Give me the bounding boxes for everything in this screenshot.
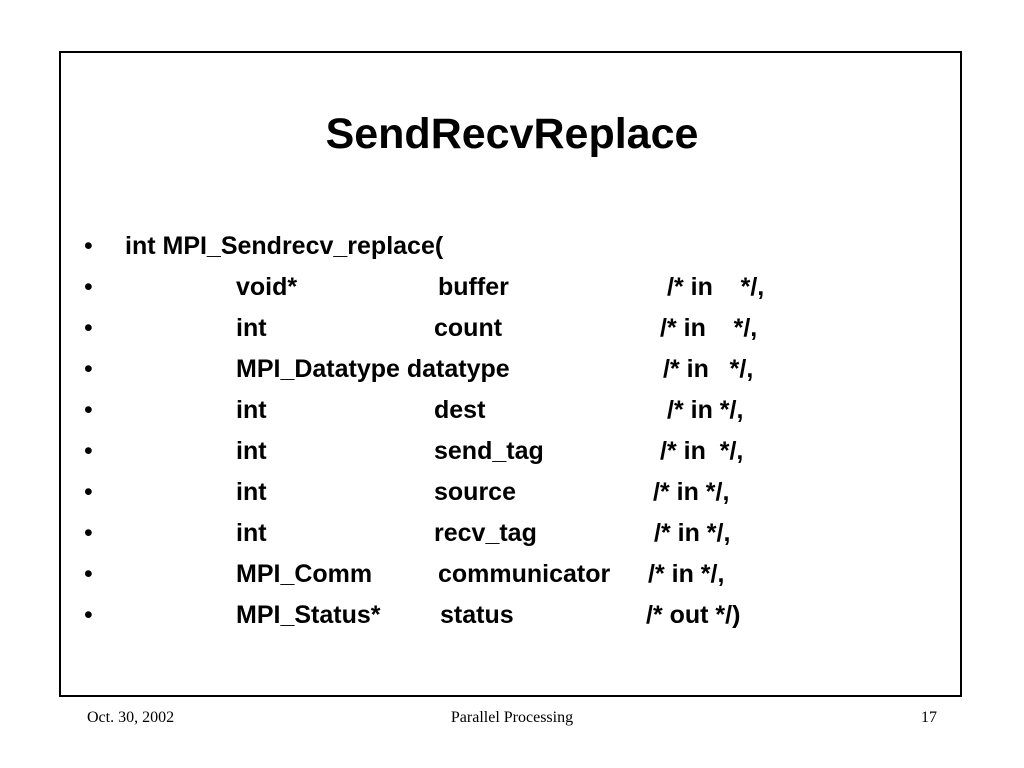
list-item <box>0 513 1024 554</box>
page-number: 17 <box>921 709 937 726</box>
param-comment: /* in */, <box>660 314 758 342</box>
param-comment: /* in */, <box>667 273 765 301</box>
bullet-list <box>0 226 1024 636</box>
bullet-icon: • <box>84 437 93 465</box>
param-type: int <box>236 314 267 342</box>
bullet-icon: • <box>84 478 93 506</box>
param-type: MPI_Datatype datatype <box>236 355 510 383</box>
footer-course: Parallel Processing <box>450 709 574 726</box>
param-name: source <box>434 478 516 506</box>
param-type: int <box>236 437 267 465</box>
param-name: status <box>440 601 514 629</box>
param-comment: /* in */, <box>660 437 744 465</box>
param-name: recv_tag <box>434 519 537 547</box>
bullet-icon: • <box>84 273 93 301</box>
param-comment: /* in */, <box>653 478 730 506</box>
code-text: int MPI_Sendrecv_replace( <box>125 232 444 260</box>
param-comment: /* in */, <box>667 396 744 424</box>
bullet-icon: • <box>84 355 93 383</box>
list-item <box>0 267 1024 308</box>
param-type: MPI_Comm <box>236 560 373 588</box>
list-item <box>0 431 1024 472</box>
bullet-icon: • <box>84 601 93 629</box>
param-comment: /* in */, <box>663 355 754 383</box>
bullet-icon: • <box>84 560 93 588</box>
param-name: count <box>434 314 503 342</box>
param-name: communicator <box>438 560 611 588</box>
param-name: buffer <box>438 273 509 301</box>
param-type: int <box>236 519 267 547</box>
bullet-icon: • <box>84 396 93 424</box>
list-item <box>0 349 1024 390</box>
list-item <box>0 226 1024 267</box>
bullet-icon: • <box>84 314 93 342</box>
param-name: dest <box>434 396 486 424</box>
slide-title: SendRecvReplace <box>325 110 699 158</box>
param-comment: /* in */, <box>648 560 725 588</box>
list-item <box>0 472 1024 513</box>
list-item <box>0 595 1024 636</box>
bullet-icon: • <box>84 232 93 260</box>
param-type: int <box>236 478 267 506</box>
param-type: void* <box>236 273 298 301</box>
param-type: int <box>236 396 267 424</box>
param-comment: /* in */, <box>654 519 731 547</box>
list-item <box>0 554 1024 595</box>
param-name: send_tag <box>434 437 544 465</box>
bullet-icon: • <box>84 519 93 547</box>
list-item <box>0 308 1024 349</box>
footer-date: Oct. 30, 2002 <box>87 709 175 726</box>
list-item <box>0 390 1024 431</box>
param-type: MPI_Status* <box>236 601 381 629</box>
param-comment: /* out */) <box>646 601 741 629</box>
